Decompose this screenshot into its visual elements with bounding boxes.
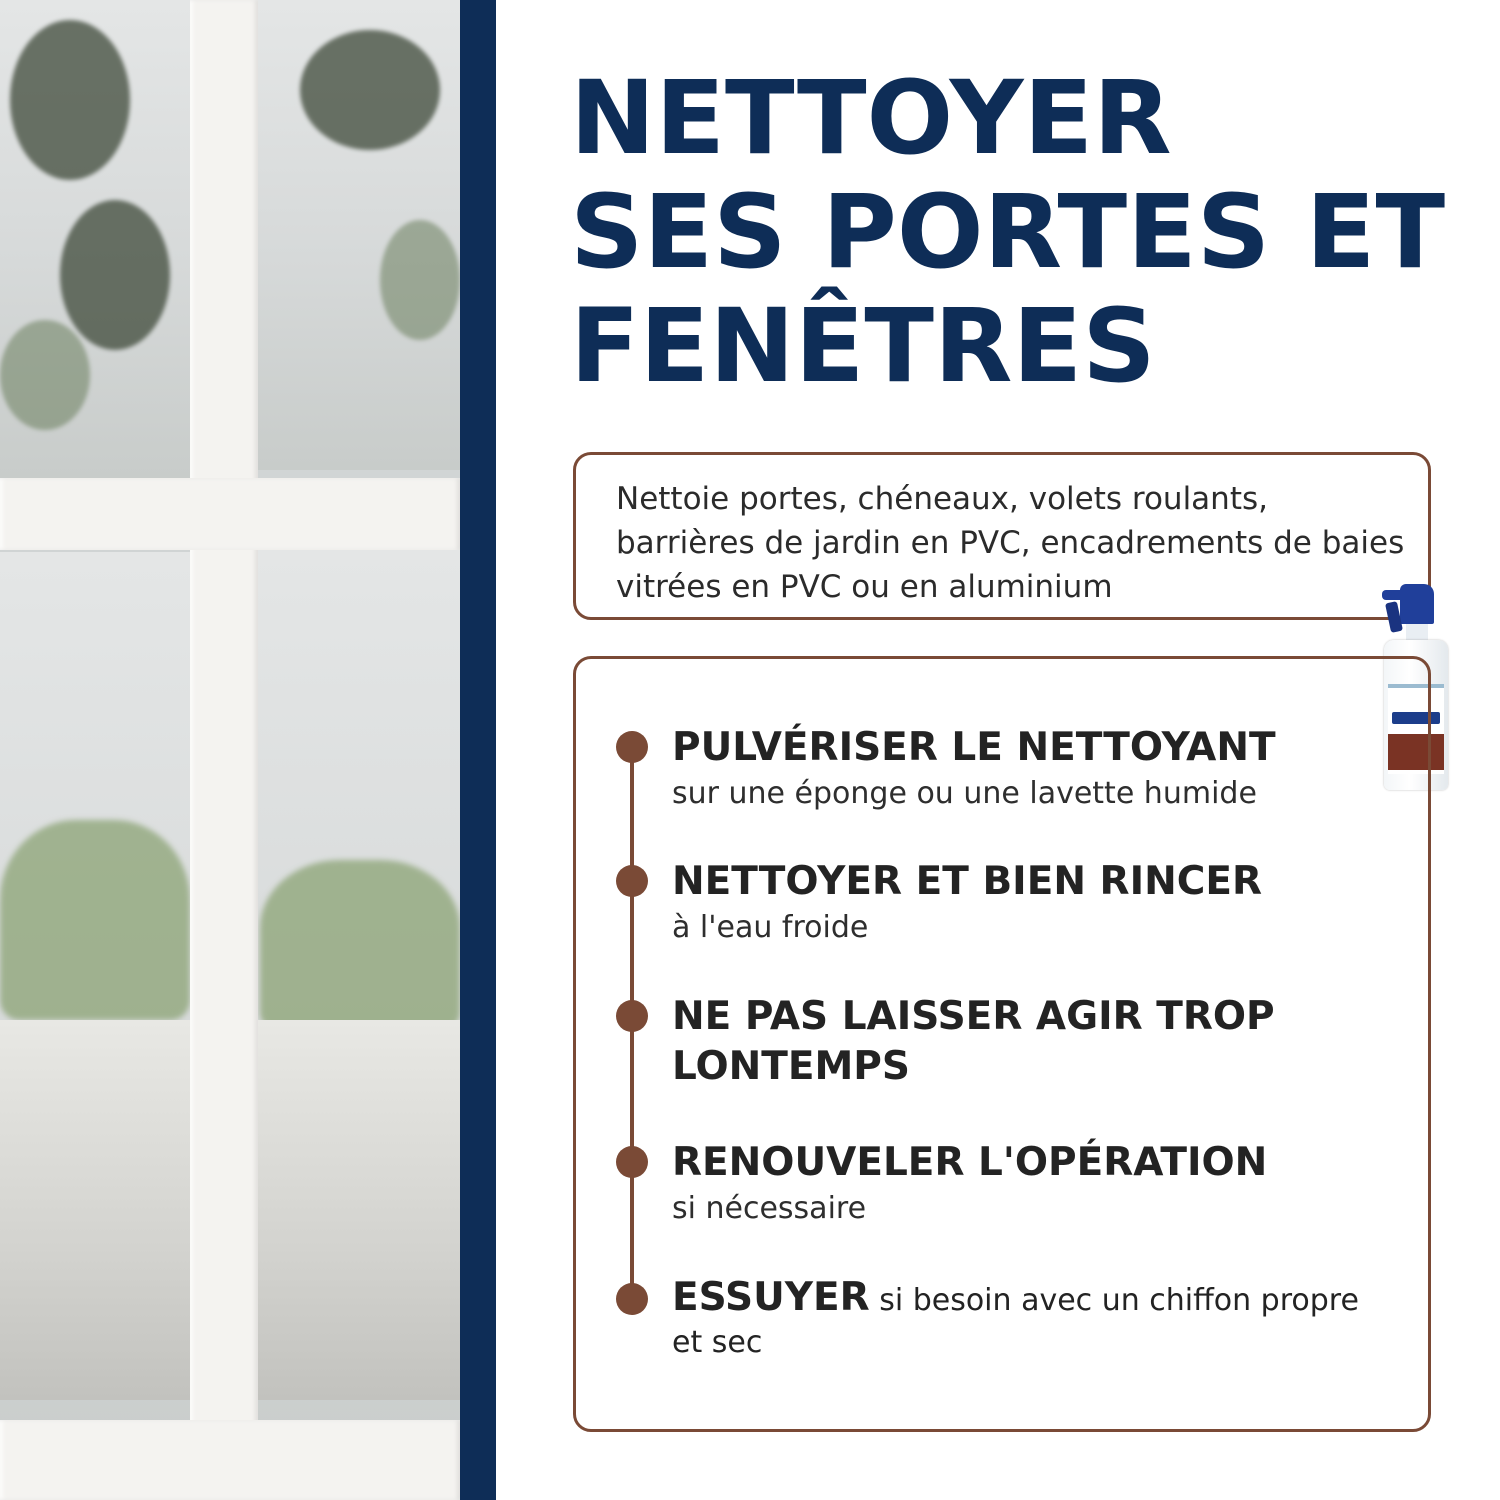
step-subtitle: si besoin avec un chiffon propre et sec xyxy=(672,1283,1359,1360)
timeline-dot xyxy=(616,1146,648,1178)
step-item xyxy=(672,723,1392,815)
window-frame-vertical xyxy=(190,0,258,1500)
steps-box xyxy=(573,656,1431,1432)
window-photo xyxy=(0,0,460,1500)
step-subtitle: si nécessaire xyxy=(672,1191,867,1226)
timeline-dot xyxy=(616,1283,648,1315)
hedge xyxy=(260,860,460,1030)
description-box xyxy=(573,452,1431,620)
timeline-dot xyxy=(616,1000,648,1032)
step-item xyxy=(672,1275,1392,1364)
tree-foliage xyxy=(300,30,440,150)
tree-foliage xyxy=(0,320,90,430)
step-title: ESSUYER xyxy=(672,1275,870,1320)
tree-foliage xyxy=(380,220,460,340)
title-line: SES PORTES ET xyxy=(570,173,1446,292)
title-line: FENÊTRES xyxy=(570,287,1156,406)
spray-head xyxy=(1400,584,1434,624)
title-line: NETTOYER xyxy=(570,59,1172,178)
step-title: RENOUVELER L'OPÉRATION xyxy=(672,1140,1268,1185)
hedge xyxy=(0,820,190,1020)
step-title: PULVÉRISER LE NETTOYANT xyxy=(672,725,1276,770)
step-subtitle: sur une éponge ou une lavette humide xyxy=(672,776,1257,811)
tree-foliage xyxy=(10,20,130,180)
timeline-dot xyxy=(616,865,648,897)
page-title xyxy=(570,59,1470,406)
step-item xyxy=(672,857,1392,949)
step-title: NE PAS LAISSER AGIR TROP LONTEMPS xyxy=(672,994,1275,1089)
window-frame-bottom xyxy=(0,1420,460,1500)
step-subtitle: à l'eau froide xyxy=(672,910,869,945)
step-item xyxy=(672,1138,1392,1230)
description-text: Nettoie portes, chéneaux, volets roulants, barrières de jardin en PVC, encadrements de baies vitrées en PVC ou en aluminium xyxy=(616,481,1405,605)
tree-foliage xyxy=(60,200,170,350)
timeline-dot xyxy=(616,731,648,763)
navy-divider xyxy=(460,0,496,1500)
window-frame-horizontal xyxy=(0,478,460,550)
step-item xyxy=(672,992,1392,1092)
step-title: NETTOYER ET BIEN RINCER xyxy=(672,859,1263,904)
